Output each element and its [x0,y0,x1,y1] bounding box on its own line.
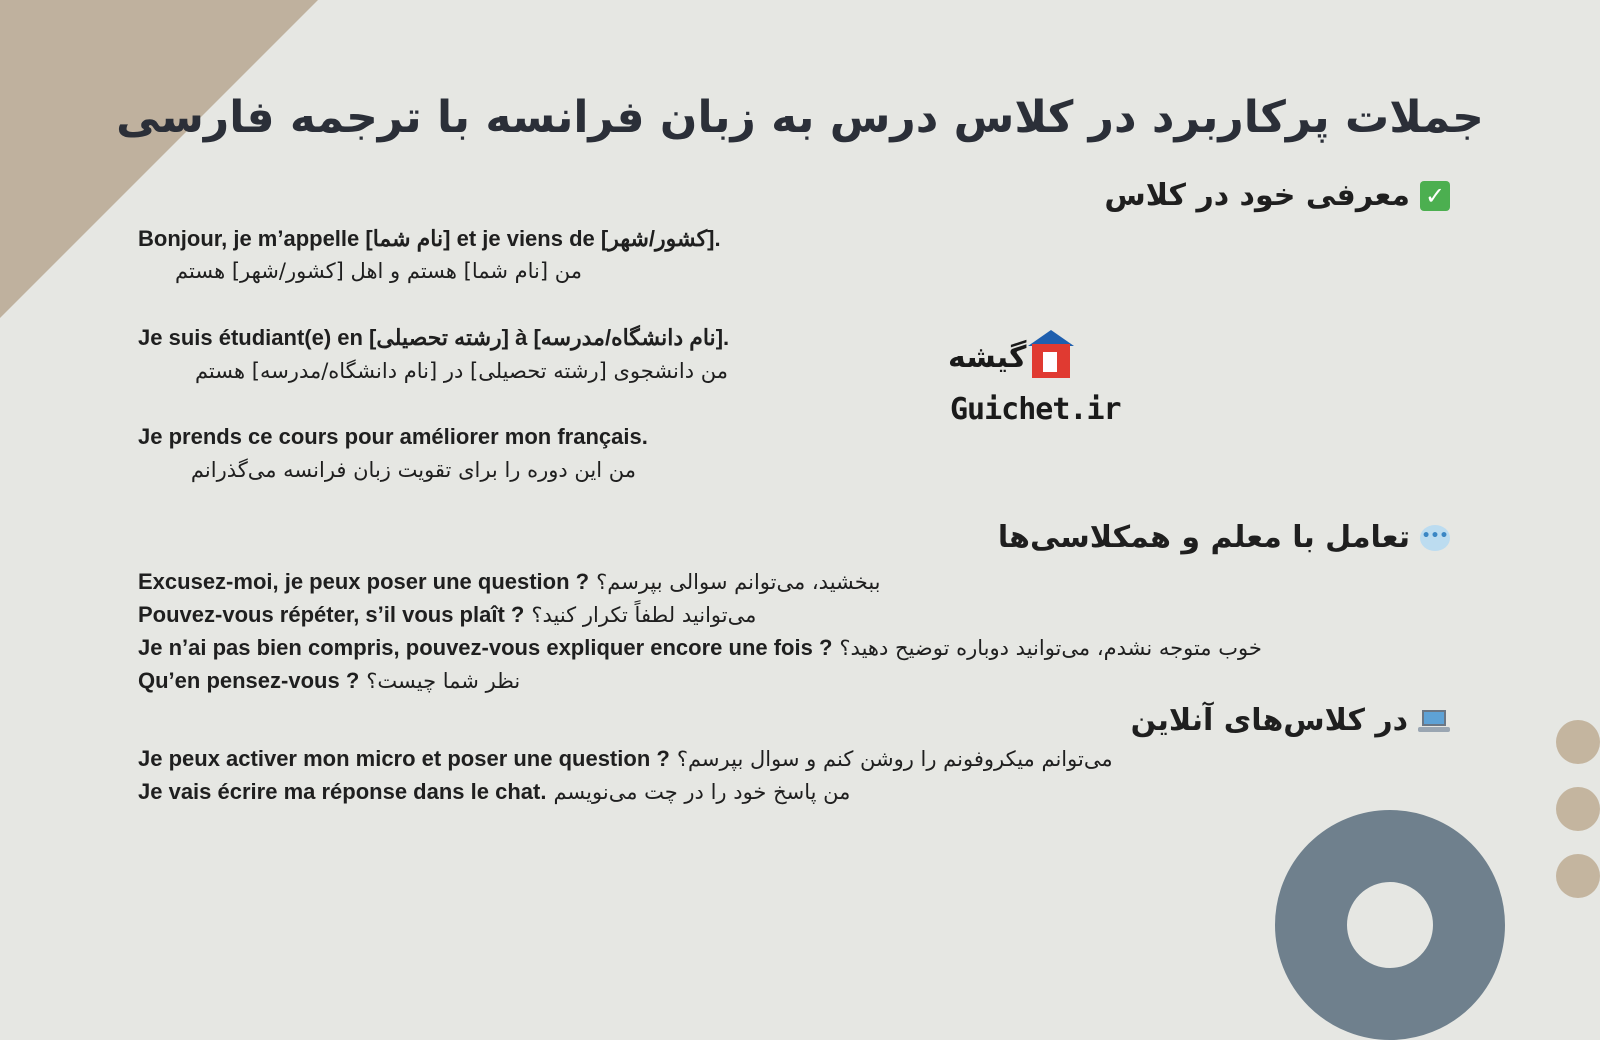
persian-text: من این دوره را برای تقویت زبان فرانسه می‌گذرانم [190,458,636,482]
phrase-french [138,424,648,450]
phrase-persian [191,458,636,483]
phrase-french [138,226,721,252]
section-heading-text: در کلاس‌های آنلاین [1130,703,1408,738]
dot-decoration [1556,720,1600,764]
section-heading-online [1131,703,1450,738]
phrase-persian [175,259,582,284]
dot-decoration [1556,787,1600,831]
french-text: Je peux activer mon micro et poser une question ? [138,746,670,771]
phrase-row [138,635,1262,661]
french-text: Excusez-moi, je peux poser une question ? [138,569,590,594]
persian-text: می‌توانید لطفاً تکرار کنید؟ [531,603,757,627]
french-text: Qu’en pensez-vous ? [138,668,360,693]
phrase-row [138,602,756,628]
logo-text: Guichet.ir [950,392,1121,427]
section-heading-text: تعامل با معلم و همکلاسی‌ها [997,520,1410,555]
french-text: Pouvez-vous répéter, s’il vous plaît ? [138,602,525,627]
laptop-icon [1418,708,1450,734]
persian-text: من پاسخ خود را در چت می‌نویسم [553,780,851,804]
french-text: Je suis étudiant(e) en [رشته تحصیلی] à [نام دانشگاه/مدرسه]. [138,325,730,350]
phrase-row [138,779,850,805]
page-title: جملات پرکاربرد در کلاس درس به زبان فرانسه با ترجمه فارسی [116,92,1484,143]
dot-decoration [1556,854,1600,898]
phrase-row [138,668,520,694]
phrase-row [138,569,881,595]
persian-text: ببخشید، می‌توانم سوالی بپرسم؟ [596,570,881,594]
section-heading-text: معرفی خود در کلاس [1104,178,1410,213]
phrase-french [138,325,729,351]
french-text: Je n’ai pas bien compris, pouvez-vous expliquer encore une fois ? [138,635,833,660]
french-text: Je prends ce cours pour améliorer mon français. [138,424,648,449]
speech-bubble-icon: ••• [1420,525,1450,551]
kiosk-icon [1030,330,1072,382]
french-text: Je vais écrire ma réponse dans le chat. [138,779,547,804]
persian-text: من [نام شما] هستم و اهل [کشور/شهر] هستم [175,259,582,283]
persian-text: می‌توانم میکروفونم را روشن کنم و سوال بپرسم؟ [676,747,1113,771]
logo-mark-text: گیشه [948,340,1027,375]
arc-decoration [1275,810,1505,1040]
persian-text: خوب متوجه نشدم، می‌توانید دوباره توضیح دهید؟ [839,636,1262,660]
persian-text: نظر شما چیست؟ [366,669,521,693]
check-mark-icon: ✓ [1420,181,1450,211]
french-text: Bonjour, je m’appelle [نام شما] et je viens de [کشور/شهر]. [138,226,721,251]
persian-text: من دانشجوی [رشته تحصیلی] در [نام دانشگاه/مدرسه] هستم [194,359,728,383]
guichet-logo [948,330,1121,440]
section-heading-introduction [1104,178,1450,213]
phrase-persian [195,359,728,384]
phrase-row [138,746,1113,772]
section-heading-interaction [998,520,1450,555]
